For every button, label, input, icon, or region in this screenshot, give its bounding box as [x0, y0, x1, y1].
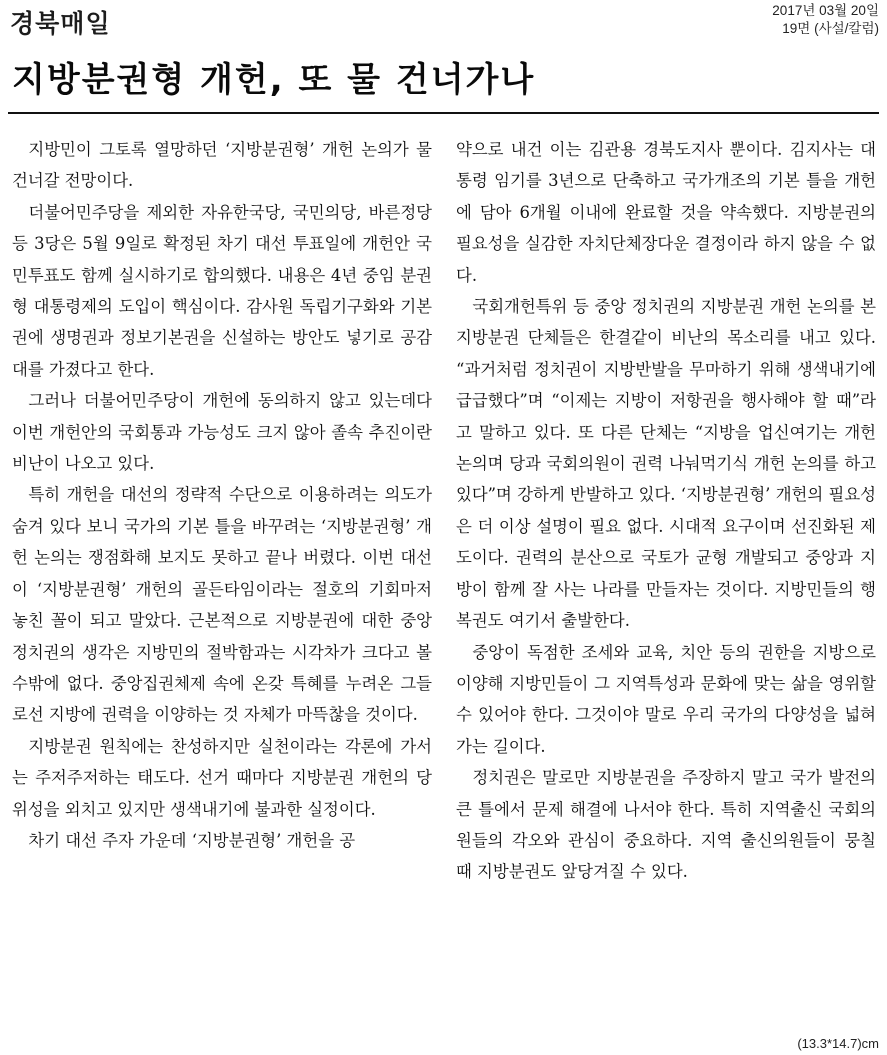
article-headline: 지방분권형 개헌, 또 물 건너가나: [12, 60, 536, 100]
publication-date: 2017년 03월 20일: [772, 3, 879, 18]
publication-meta: [772, 2, 879, 38]
clipping-size-note: (13.3*14.7)cm: [797, 1036, 879, 1051]
headline-divider: [8, 112, 879, 114]
paragraph: 정치권은 말로만 지방분권을 주장하지 말고 국가 발전의 큰 틀에서 문제 해결에 나서야 한다. 특히 지역출신 국회의원들의 각오와 관심이 중요하다. 지역 출신의원들이 뭉칠 때 지방분권도 앞당겨질 수 있다.: [456, 768, 876, 882]
paragraph: 그러나 더불어민주당이 개헌에 동의하지 않고 있는데다 이번 개헌안의 국회통과 가능성도 크지 않아 졸속 추진이란 비난이 나오고 있다.: [12, 391, 432, 474]
paragraph: 지방민이 그토록 열망하던 ‘지방분권형’ 개헌 논의가 물 건너갈 전망이다.: [12, 140, 432, 191]
page-section: 19면 (사설/칼럼): [782, 21, 879, 36]
paragraph: 지방분권 원칙에는 찬성하지만 실천이라는 각론에 가서는 주저주저하는 태도다. 선거 때마다 지방분권 개헌의 당위성을 외치고 있지만 생색내기에 불과한 실정이다.: [12, 736, 432, 819]
paragraph: 중앙이 독점한 조세와 교육, 치안 등의 권한을 지방으로 이양해 지방민들이 그 지역특성과 문화에 맞는 삶을 영위할 수 있어야 한다. 그것이야 말로 우리 국가의 다양성을 넓혀가는 길이다.: [456, 642, 876, 756]
paragraph: 더불어민주당을 제외한 자유한국당, 국민의당, 바른정당 등 3당은 5월 9일로 확정된 차기 대선 투표일에 개헌안 국민투표도 함께 실시하기로 합의했다. 내용은 4년 중임 분권형 대통령제의 도입이 핵심이다. 감사원 독립기구화와 기본권에 생명권과 정보기본권을 신설하는 방안도 넣기로 공감대를 가졌다고 한다.: [12, 202, 432, 379]
article-column-right: [456, 134, 876, 888]
paragraph: 차기 대선 주자 가운데 ‘지방분권형’ 개헌을 공: [28, 830, 356, 850]
newspaper-masthead: 경북매일: [10, 9, 111, 38]
paragraph: 특히 개헌을 대선의 정략적 수단으로 이용하려는 의도가 숨겨 있다 보니 국가의 기본 틀을 바꾸려는 ‘지방분권형’ 개헌 논의는 쟁점화해 보지도 못하고 끝나 버렸다. 이번 대선이 ‘지방분권형’ 개헌의 골든타임이라는 절호의 기회마저 놓친 꼴이 되고 말았다. 근본적으로 지방분권에 대한 중앙 정치권의 생각은 지방민의 절박함과는 시각차가 크다고 볼 수밖에 없다. 중앙집권체제 속에 온갖 특혜를 누려온 그들로선 지방에 권력을 이양하는 것 자체가 마뜩찮을 것이다.: [12, 485, 432, 725]
paragraph: 국회개헌특위 등 중앙 정치권의 지방분권 개헌 논의를 본 지방분권 단체들은 한결같이 비난의 목소리를 내고 있다. “과거처럼 정치권이 지방반발을 무마하기 위해 생색내기에 급급했다”며 “이제는 지방이 저항권을 행사해야 할 때”라고 말하고 있다. 또 다른 단체는 “지방을 업신여기는 개헌 논의며 당과 국회의원이 권력 나눠먹기식 개헌 논의를 하고 있다”며 강하게 반발하고 있다. ‘지방분권형’ 개헌의 필요성은 더 이상 설명이 필요 없다. 시대적 요구이며 선진화된 제도이다. 권력의 분산으로 국토가 균형 개발되고 중앙과 지방이 함께 잘 사는 나라를 만들자는 것이다. 지방민들의 행복권도 여기서 출발한다.: [456, 297, 876, 631]
paragraph: 약으로 내건 이는 김관용 경북도지사 뿐이다. 김지사는 대통령 임기를 3년으로 단축하고 국가개조의 기본 틀을 개헌에 담아 6개월 이내에 완료할 것을 약속했다. 지방분권의 필요성을 실감한 자치단체장다운 결정이라 하지 않을 수 없다.: [456, 140, 876, 285]
article-column-left: [12, 134, 432, 856]
